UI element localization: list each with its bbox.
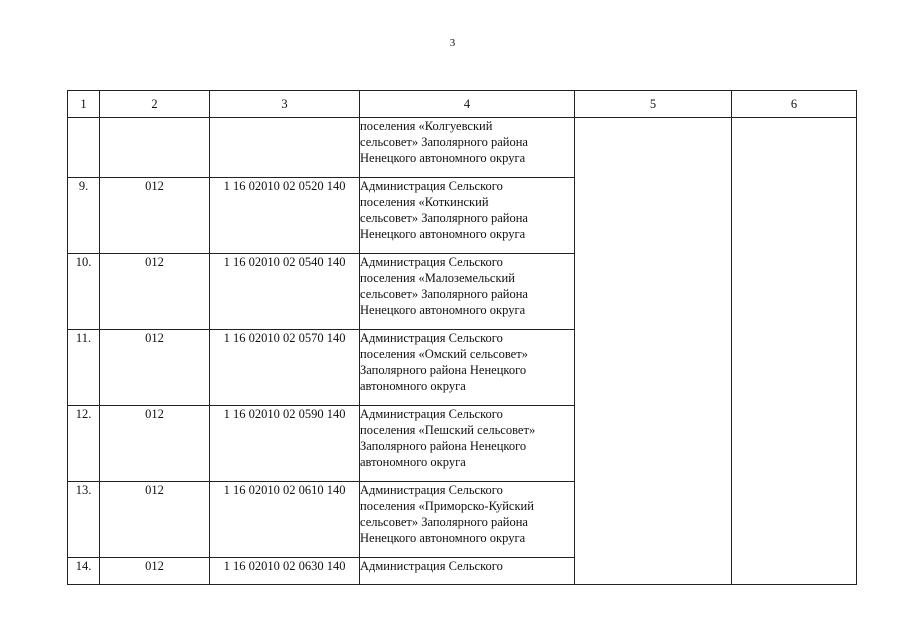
row-number: 14. (68, 558, 100, 585)
row-name (360, 406, 575, 482)
header-col-6: 6 (732, 91, 857, 118)
header-col-1: 1 (68, 91, 100, 118)
row-kbk: 1 16 02010 02 0570 140 (210, 330, 360, 406)
row-name (360, 482, 575, 558)
row-number (68, 118, 100, 178)
row-name-line: сельсовет» Заполярного района (360, 135, 528, 149)
row-kbk: 1 16 02010 02 0590 140 (210, 406, 360, 482)
table-header-row (68, 91, 857, 118)
row-name-line: Администрация Сельского (360, 559, 503, 573)
row-code: 012 (100, 178, 210, 254)
row-name-line: поселения «Колгуевский (360, 119, 493, 133)
row-name-line: Ненецкого автономного округа (360, 227, 526, 241)
header-col-2: 2 (100, 91, 210, 118)
row-kbk: 1 16 02010 02 0520 140 (210, 178, 360, 254)
row-code: 012 (100, 558, 210, 585)
row-name-line: сельсовет» Заполярного района (360, 211, 528, 225)
row-number: 9. (68, 178, 100, 254)
row-name (360, 330, 575, 406)
page-number: 3 (449, 37, 456, 49)
row-name (360, 558, 575, 585)
header-col-5: 5 (575, 91, 732, 118)
row-name-line: Заполярного района Ненецкого (360, 363, 527, 377)
row-name-line: поселения «Приморско-Куйский (360, 499, 534, 513)
row-kbk (210, 118, 360, 178)
row-name-line: автономного округа (360, 379, 466, 393)
row-code: 012 (100, 406, 210, 482)
table-row (68, 118, 857, 178)
row-code: 012 (100, 254, 210, 330)
row-name-line: автономного округа (360, 455, 466, 469)
row-kbk: 1 16 02010 02 0610 140 (210, 482, 360, 558)
row-name-line: поселения «Омский сельсовет» (360, 347, 528, 361)
row-number: 11. (68, 330, 100, 406)
row-code: 012 (100, 482, 210, 558)
row-name-line: Заполярного района Ненецкого (360, 439, 527, 453)
row-name-line: Администрация Сельского (360, 331, 503, 345)
row-number: 13. (68, 482, 100, 558)
row-name-line: поселения «Пешский сельсовет» (360, 423, 536, 437)
row-code: 012 (100, 330, 210, 406)
row-name (360, 178, 575, 254)
row-code (100, 118, 210, 178)
row-name-line: Ненецкого автономного округа (360, 303, 526, 317)
row-name-line: поселения «Малоземельский (360, 271, 515, 285)
col-6-cell (732, 118, 857, 585)
row-name-line: Ненецкого автономного округа (360, 531, 526, 545)
col-5-cell (575, 118, 732, 585)
row-kbk: 1 16 02010 02 0540 140 (210, 254, 360, 330)
row-name-line: Администрация Сельского (360, 179, 503, 193)
row-name (360, 118, 575, 178)
row-name-line: Администрация Сельского (360, 255, 503, 269)
row-name-line: Администрация Сельского (360, 483, 503, 497)
header-col-4: 4 (360, 91, 575, 118)
row-name-line: сельсовет» Заполярного района (360, 287, 528, 301)
row-name-line: Ненецкого автономного округа (360, 151, 526, 165)
row-name-line: поселения «Коткинский (360, 195, 489, 209)
row-name-line: сельсовет» Заполярного района (360, 515, 528, 529)
budget-codes-table (67, 90, 857, 585)
row-name-line: Администрация Сельского (360, 407, 503, 421)
row-kbk: 1 16 02010 02 0630 140 (210, 558, 360, 585)
header-col-3: 3 (210, 91, 360, 118)
row-number: 10. (68, 254, 100, 330)
row-name (360, 254, 575, 330)
row-number: 12. (68, 406, 100, 482)
